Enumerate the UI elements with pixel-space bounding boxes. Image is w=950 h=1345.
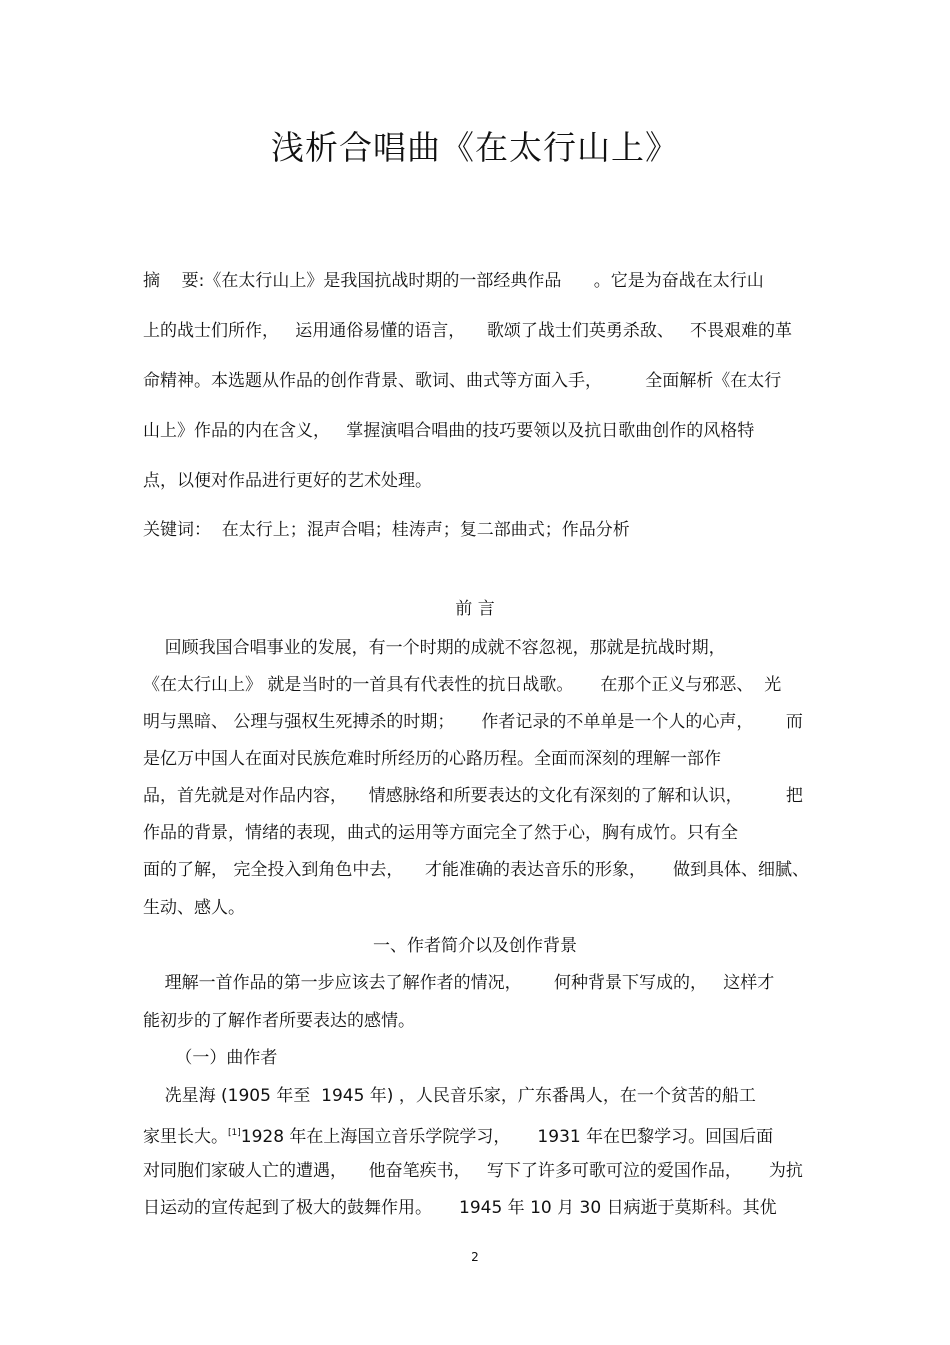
preface-line: 面的了解， 完全投入到角色中去， 才能准确的表达音乐的形象， 做到具体、细腻、 [143,860,810,880]
bio-text: 家里长大。 [143,1127,228,1147]
section-line: 理解一首作品的第一步应该去了解作者的情况， 何种背景下写成的， 这样才 [143,973,775,993]
footnote-ref[interactable]: [1] [228,1128,241,1138]
bio-line: 日运动的宣传起到了极大的鼓舞作用。 1945 年 10 月 30 日病逝于莫斯科。其优 [143,1198,777,1218]
preface-line: 作品的背景，情绪的表现，曲式的运用等方面完全了然于心，胸有成竹。只有全 [143,823,738,843]
preface-line: 回顾我国合唱事业的发展，有一个时期的成就不容忽视，那就是抗战时期， [143,638,726,658]
preface-heading: 前 言 [455,599,495,619]
preface-line: 明与黑暗、 公理与强权生死搏杀的时期； 作者记录的不单单是一个人的心声， 而 [143,712,803,732]
abstract-line: 上的战士们所作， 运用通俗易懂的语言， 歌颂了战士们英勇杀敌、 不畏艰难的革 [143,321,793,341]
bio-line: 冼星海 (1905 年至 1945 年) ，人民音乐家，广东番禺人，在一个贫苦的船工 [143,1086,756,1106]
section-line: 能初步的了解作者所要表达的感情。 [143,1011,415,1031]
keywords-line: 关键词： 在太行上；混声合唱；桂涛声；复二部曲式；作品分析 [143,520,630,540]
preface-line: 是亿万中国人在面对民族危难时所经历的心路历程。全面而深刻的理解一部作 [143,749,721,769]
preface-line: 《在太行山上》 就是当时的一首具有代表性的抗日战歌。 在那个正义与邪恶、 光 [143,675,782,695]
abstract-line: 命精神。本选题从作品的创作背景、歌词、曲式等方面入手， 全面解析《在太行 [143,371,782,391]
section-heading: 一、作者简介以及创作背景 [373,936,577,956]
abstract-line: 摘 要:《在太行山上》是我国抗战时期的一部经典作品 。它是为奋战在太行山 [143,271,764,291]
abstract-line: 山上》作品的内在含义， 掌握演唱合唱曲的技巧要领以及抗日歌曲创作的风格特 [143,421,755,441]
bio-text: 1928 年在上海国立音乐学院学习， 1931 年在巴黎学习。回国后面 [240,1127,774,1147]
bio-line: 对同胞们家破人亡的遭遇， 他奋笔疾书， 写下了许多可歌可泣的爱国作品， 为抗 [143,1161,803,1181]
bio-line [143,1122,773,1148]
page-number: 2 [471,1250,479,1264]
preface-line: 品，首先就是对作品内容， 情感脉络和所要表达的文化有深刻的了解和认识， 把 [143,786,803,806]
subsection-heading: （一）曲作者 [143,1048,278,1068]
page-title: 浅析合唱曲《在太行山上》 [271,128,679,167]
preface-line: 生动、感人。 [143,898,245,918]
abstract-line: 点，以便对作品进行更好的艺术处理。 [143,471,432,491]
